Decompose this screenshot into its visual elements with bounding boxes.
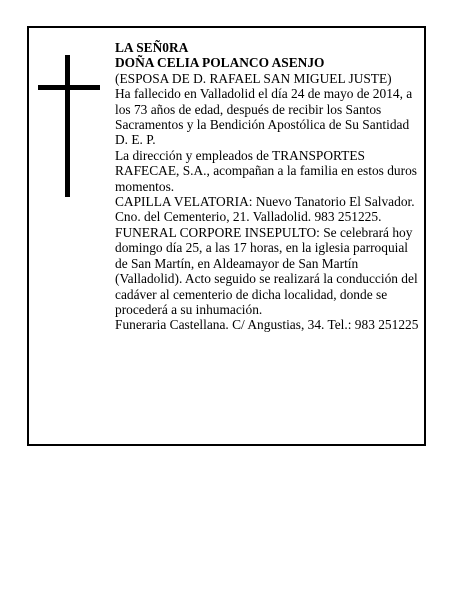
deceased-name: DOÑA CELIA POLANCO ASENJO — [115, 55, 325, 71]
cross-horizontal-bar — [38, 85, 100, 90]
chapel-paragraph: CAPILLA VELATORIA: Nuevo Tanatorio El Salvador. Cno. del Cementerio, 21. Valladolid. 983 251225. — [115, 194, 415, 225]
heading-title: LA SEÑ0RA — [115, 40, 189, 55]
company-paragraph: La dirección y empleados de TRANSPORTES RAFECAE, S.A., acompañan a la familia en estos duros momentos. — [115, 147, 417, 194]
cross-icon — [38, 55, 100, 197]
obituary-text — [115, 40, 421, 333]
death-paragraph: Ha fallecido en Valladolid el día 24 de mayo de 2014, a los 73 años de edad, después de recibir los Santos Sacramentos y la Bendición Apostólica de Su Santidad D. E. P. — [115, 86, 413, 148]
cross-vertical-bar — [65, 55, 70, 197]
funeral-home-paragraph: Funeraria Castellana. C/ Angustias, 34. Tel.: 983 251225 — [115, 317, 419, 333]
spouse-line: (ESPOSA DE D. RAFAEL SAN MIGUEL JUSTE) — [115, 70, 392, 86]
funeral-paragraph: FUNERAL CORPORE INSEPULTO: Se celebrará hoy domingo día 25, a las 17 horas, en la iglesia parroquial de San Martín, en Aldeamayor de San Martín (Valladolid). Acto seguido se realizará la conducción del cadáver al cementerio de dicha localidad, donde se procederá a su inhumación. — [115, 224, 418, 317]
